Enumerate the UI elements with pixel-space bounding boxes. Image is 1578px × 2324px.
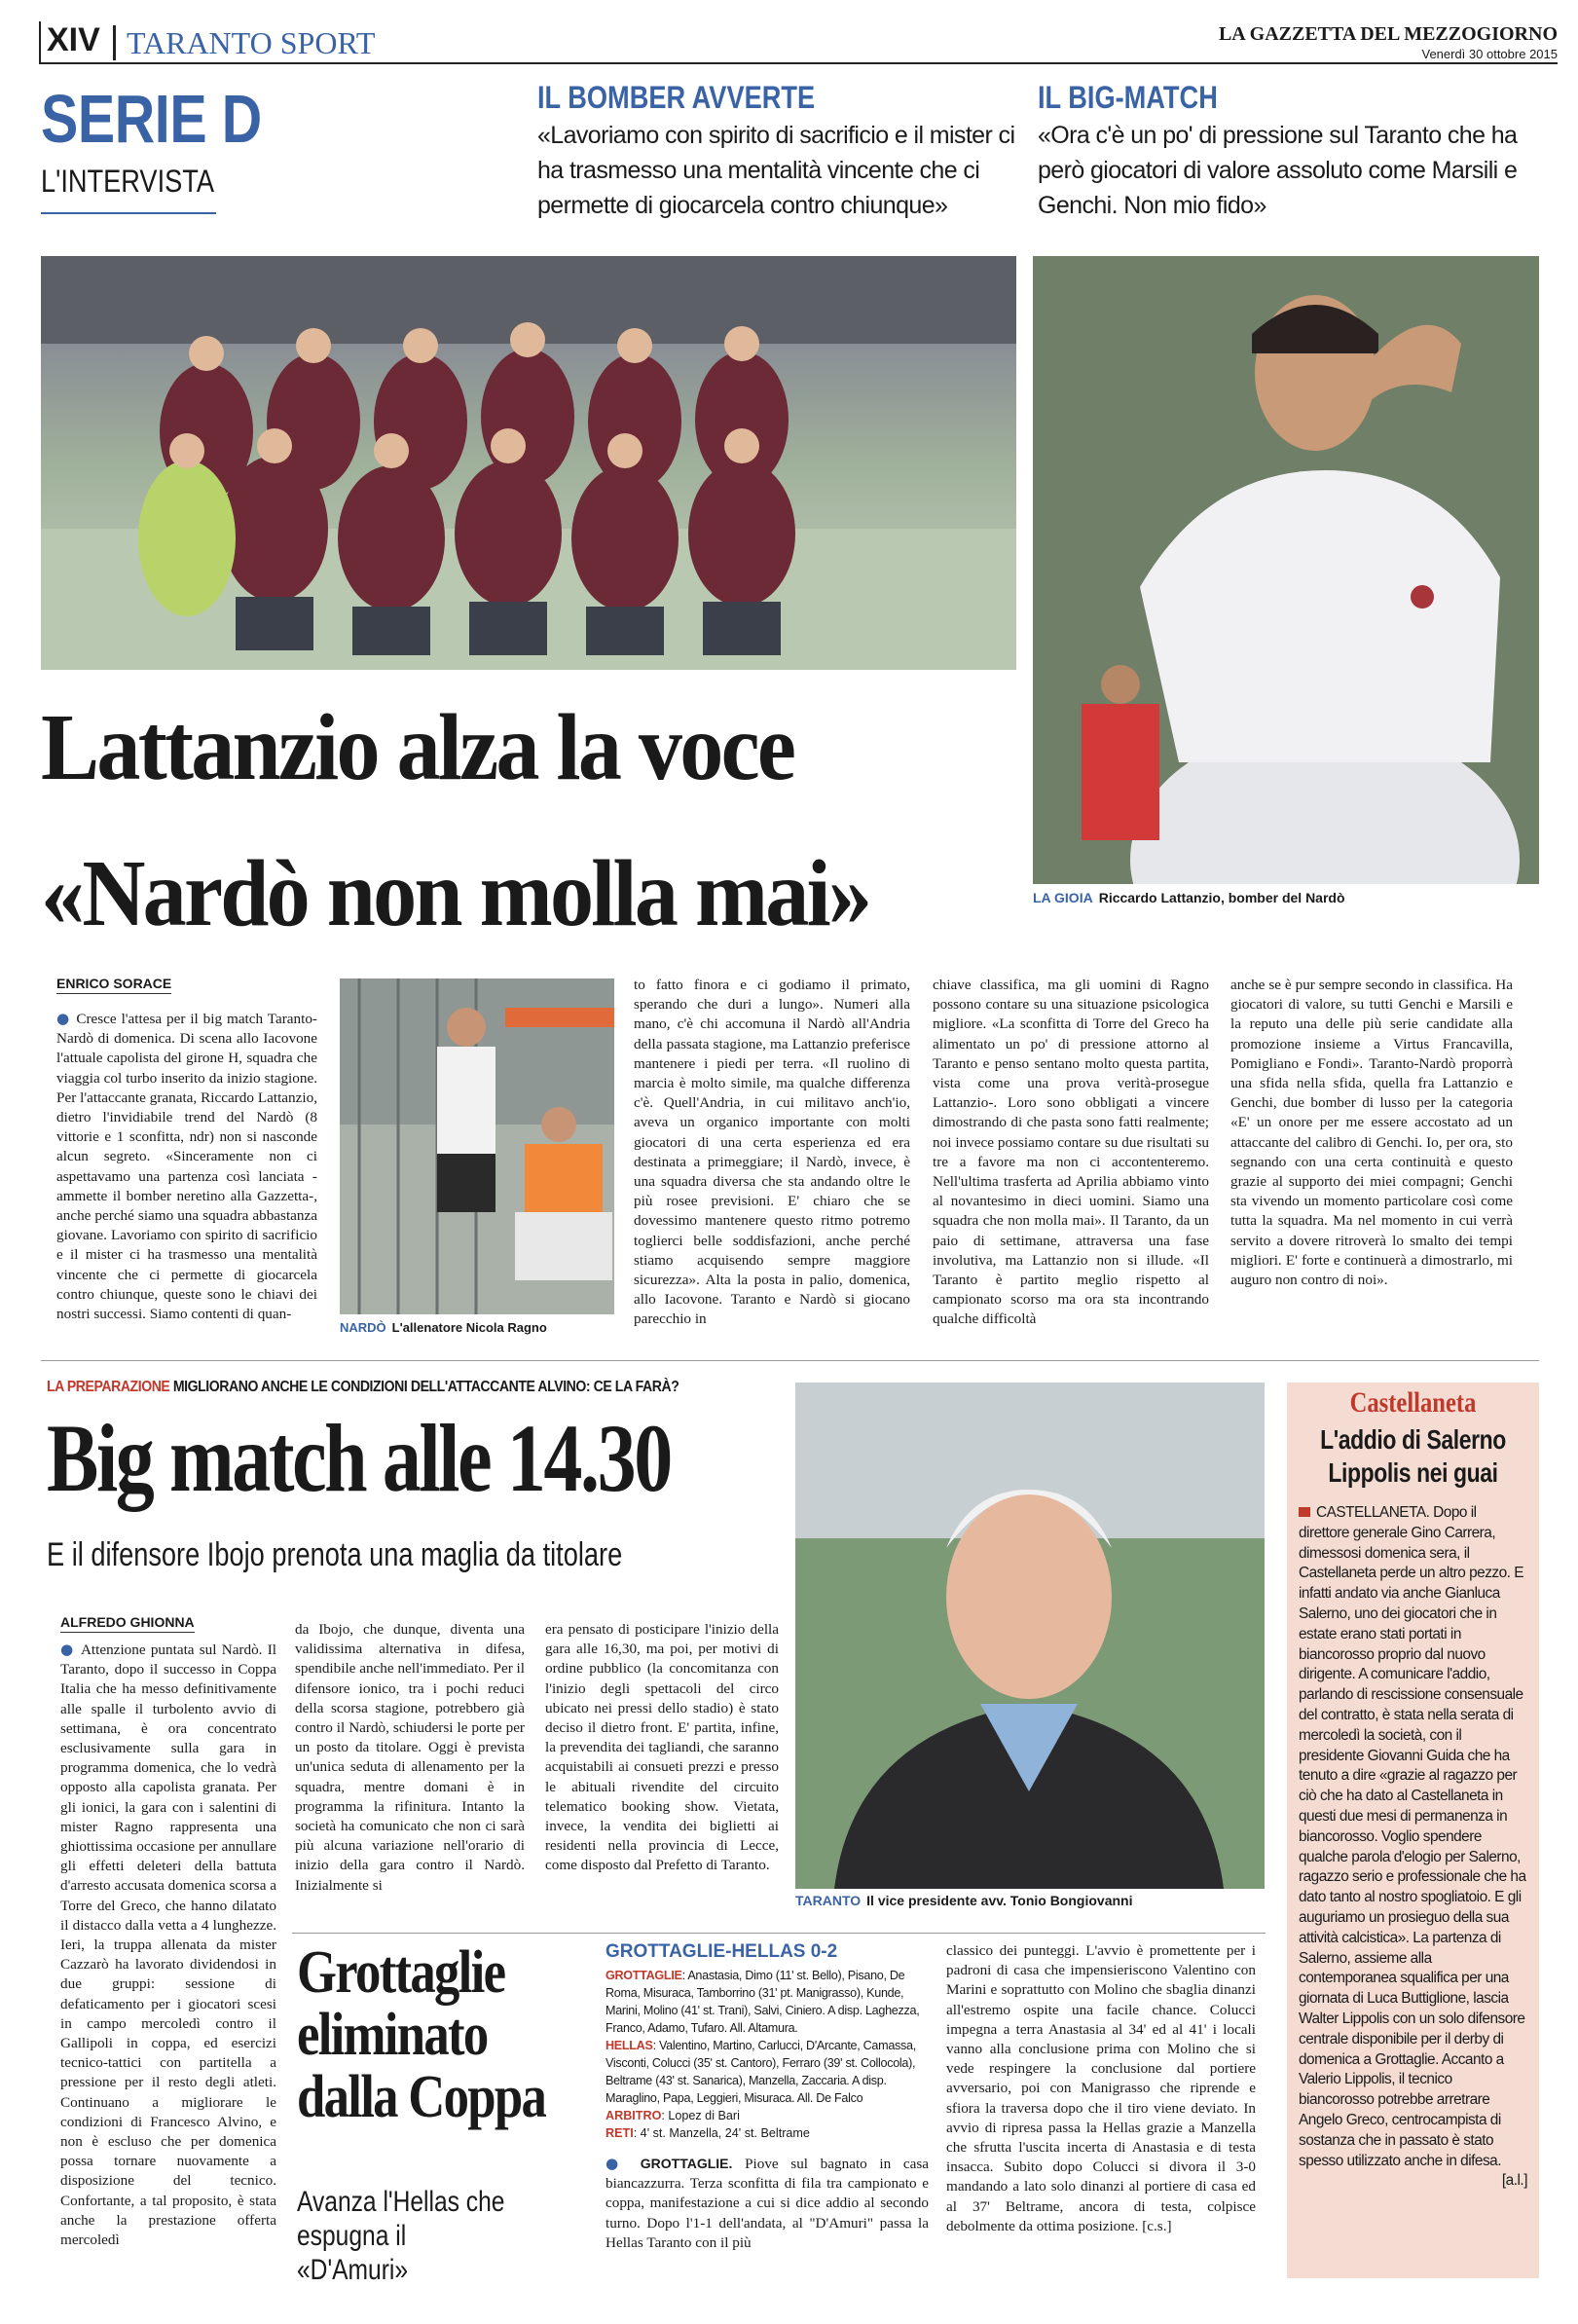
newspaper-name: LA GAZZETTA DEL MEZZOGIORNO [1218, 23, 1558, 45]
bullet-icon: ● [56, 1010, 77, 1027]
big-match-headline: Big match alle 14.30 [47, 1404, 671, 1512]
main-col-4: anche se è pur sempre secondo in classifica. Ha giocatori di valore, su tutti Genchi e Marsili e la reputo una delle più serie candidate alla promozione insieme a Virtus Francavilla, Pomigliano e Fondi». Taranto-Nardò proporrà una sfida nella sfida, quella fra Lattanzio e Genchi, due bomber di lusso per la categoria «E' un onore per me essere accostato ad un attaccante del calibro di Genchi. Io, per ora, sto segnando con una certa continuità e questo grazie al supporto dei miei compagni; Genchi sta vivendo un momento particolare così come tutta la squadra. Ma nel momento in cui verrà servito a dovere ritroverà lo smalto dei tempi migliori. E' forte e continuerà a dimostrarlo, mi auguro non contro di noi». [1230, 977, 1513, 1289]
referee-label: ARBITRO [606, 2109, 662, 2122]
quote-text: «Ora c'è un po' di pressione sul Taranto che ha però giocatori di valore assoluto come Marsili e Genchi. Non mio fido» [1038, 122, 1518, 219]
article-text: Attenzione puntata sul Nardò. Il Taranto, dopo il successo in Coppa Italia che ha messo definitivamente alle spalle il turbolento avvio di settimana, è ora concentrato esclusivamente sulla gara in programma domenica, che lo vedrà opposto alla capolista granata. Per gli ionici, la gara con i salentini di mister Ragno rappresenta una ghiottissima occasione per annullare gli effetti deleteri della battuta d'arresto accusata domenica scorsa a Torre del Greco, che hanno dilatato il distacco dalla vetta a 4 lunghezze. Ieri, la truppa allenata da mister Cazzarò ha lavorato dividendosi in due gruppi: sessione di defaticamento per i giocatori scesi in campo mercoledì contro il Gallipoli in coppa, ed esercizi tecnico-tattici con partitella a pressione per il resto degli atleti. Continuano a migliorare le condizioni di Francesco Alvino, e non è escluso che per domenica possa tornare nuovamente a disposizione del tecnico. Confortante, a tal proposito, è stata anche la prestazione offerta mercoledì [60, 1642, 276, 2249]
header-divider [113, 25, 116, 60]
quote-text: «Lavoriamo con spirito di sacrificio e il mister ci ha trasmesso una mentalità vincente che ci permette di giocarcela contro chiunque» [537, 122, 1015, 219]
goals-text: : 4' st. Manzella, 24' st. Beltrame [633, 2126, 810, 2140]
big-match-col-2: da Ibojo, che dunque, diventa una validissima alternativa in difesa, spendibile anche nell'immediato. Per il difensore ionico, tra i pochi reduci della scorsa stagione, potrebbero già contro il Nardò, schiudersi le porte per un posto da titolare. Oggi è prevista un'unica seduta di allenamento per la squadra, mentre domani è in programma la rifinitura. Intanto la società ha comunicato che non ci sarà più alcuna variazione nell'orario di inizio della gara contro il Nardò. Inizialmente si [295, 1621, 525, 1894]
big-match-subhead: E il difensore Ibojo prenota una maglia da titolare [47, 1536, 623, 1573]
player-photo [1033, 256, 1539, 884]
lineup-team-label: GROTTAGLIE [606, 1969, 682, 1982]
report-signature: [c.s.] [1142, 2217, 1172, 2234]
grottaglie-divider [292, 1933, 1266, 1934]
coach-photo [340, 978, 614, 1314]
lineup-grottaglie [606, 1967, 929, 2037]
caption-tag: NARDÒ [340, 1320, 386, 1335]
page-number: XIV [47, 21, 100, 58]
caption-text: Riccardo Lattanzio, bomber del Nardò [1098, 890, 1345, 905]
team-photo-illustration [41, 256, 1016, 670]
main-col-1 [56, 1009, 317, 1324]
kicker-rule [41, 212, 216, 214]
sidebar-body: CASTELLANETA. Dopo il direttore generale Gino Carrera, dimessosi domenica sera, il Castellaneta perde un altro pezzo. E infatti andato via anche Gianluca Salerno, uno dei giocatori che in estate erano stati portati in biancorosso proprio dal nuovo dirigente. A comunicare l'addio, parlando di rescissione consensuale del contratto, è stata nella serata di mercoledì la società, con il presidente Giovanni Guida che ha tenuto a dire «grazie al ragazzo per ciò che ha dato al Castellaneta in questi due mesi di permanenza in biancorosso. Voglio spendere qualche parola d'elogio per Salerno, ragazzo serio e professionale che ha dato tanto al nostro spogliatoio. E gli auguriamo un prosieguo della sua attività calcistica». La partenza di Salerno, assieme alla contemporanea squalifica per una giornata di Luca Buttiglione, lascia Walter Lippolis con un solo difensore centrale disponibile per il derby di domenica a Grottaglie. Accanto a Valerio Lippolis, il tecnico biancorosso potrebbe arretrare Angelo Greco, centrocampista di sostanza che in passato è stato spesso utilizzato anche in difesa. [1299, 1504, 1526, 2169]
big-match-kicker [47, 1379, 679, 1396]
lineup-team-label: HELLAS [606, 2039, 653, 2052]
vice-president-photo [795, 1383, 1265, 1889]
main-headline-1: Lattanzio alza la voce [41, 695, 794, 800]
page-header [39, 21, 1558, 64]
caption-tag: TARANTO [795, 1893, 862, 1908]
vice-president-caption [795, 1893, 1265, 1908]
vice-president-photo-illustration [795, 1383, 1265, 1889]
score-title: GROTTAGLIE-HELLAS 0-2 [606, 1941, 838, 1962]
player-photo-illustration [1033, 256, 1539, 884]
big-match-col-1 [60, 1640, 276, 2250]
grottaglie-report-2 [946, 1941, 1256, 2236]
coach-photo-illustration [340, 978, 614, 1314]
grottaglie-headline: Grottaglie eliminato dalla Coppa [297, 1939, 546, 2130]
sidebar-headline: L'addio di Salerno Lippolis nei guai [1320, 1424, 1506, 1488]
referee-text: : Lopez di Bari [661, 2109, 740, 2122]
sidebar-place: Castellaneta [1349, 1386, 1477, 1419]
kicker-text: MIGLIORANO ANCHE LE CONDIZIONI DELL'ATTACCANTE ALVINO: CE LA FARÀ? [172, 1379, 679, 1395]
kicker-tag: LA PREPARAZIONE [47, 1379, 170, 1395]
page-left-rule [39, 21, 41, 62]
author-name: ENRICO SORACE [56, 976, 171, 994]
goals-label: RETI [606, 2126, 634, 2140]
main-byline [56, 976, 171, 994]
referee-line [606, 2107, 929, 2124]
main-headline-2: «Nardò non molla mai» [41, 841, 870, 946]
lineup-text: : Anastasia, Dimo (11' st. Bello), Pisano, De Roma, Misuraca, Tamborrino (31' pt. Manigrasso), Kunde, Marini, Molino (41' st. Trani), Salvi, Ciniero. A disp. Laghezza, Franco, Adamo, Tufaro. All. Altamura. [606, 1969, 920, 2035]
quote-label: IL BOMBER AVVERTE [537, 80, 816, 115]
article-text: Cresce l'attesa per il big match Taranto-Nardò di domenica. Di scena allo Iacovone l'attuale capolista del girone H, squadra che viaggia col turbo inserito da inizio stagione. Per l'attaccante granata, Riccardo Lattanzio, dietro l'invidiabile trend del Nardò (8 vittorie e 1 sconfitta, ndr) non si nasconde alcun segreto. «Sinceramente non ci aspettavamo una partenza così lanciata -ammette il bomber neretino alla Gazzetta-, anche perché siamo una squadra abbastanza giovane. Lavoriamo con spirito di sacrificio e il mister ci ha trasmesso una mentalità vincente che ci permette di giocarcela contro chiunque, queste sono le chiavi dei nostri successi. Siamo contenti di quan- [56, 1011, 317, 1323]
report-text: classico dei punteggi. L'avvio è promettente per i padroni di casa che impensieriscono Valentino con Marini e soprattutto con Molino che sbaglia dinanzi all'estremo ospite una facile chance. Colucci impegna a terra Anastasia al 34' ed al 41' i locali vanno alla conclusione prima con Molino che si vede respingere la conclusione dal portiere avversario, poi con Manigrasso che riprende e sfiora la traversa dopo che il tiro viene deviato. In avvio di ripresa passa la Hellas grazie a Manzella che sfrutta l'uscita incerta di Anastasia e di testa insacca. Subito dopo Colucci si divora il 3-0 mandando a lato solo dinanzi al portiere di casa ed al 37' Beltrame, ancora di testa, colpisce debolmente da ottima posizione. [946, 1942, 1256, 2234]
caption-text: Il vice presidente avv. Tonio Bongiovanni [866, 1893, 1133, 1908]
sidebar-text [1299, 1503, 1527, 2192]
section-divider [41, 1360, 1539, 1361]
team-photo [41, 256, 1016, 670]
big-match-col-3: era pensato di posticipare l'inizio della gara alle 16,30, ma poi, per motivi di ordine pubblico (la concomitanza con l'inizio degli spettacoli del circo ubicato nei pressi dello stadio) è stato deciso il dietro front. E' partita, infine, la prevendita dei tagliandi, che saranno acquistabili ai consueti prezzi e presso le abituali rivendite del circuito telematico booking show. Vietata, invece, la vendita dei biglietti ai residenti nella provincia di Lecce, come disposto dal Prefetto di Taranto. [545, 1621, 779, 1874]
grottaglie-subhead: Avanza l'Hellas che espugna il «D'Amuri» [297, 2186, 505, 2286]
author-name: ALFREDO GHIONNA [60, 1614, 195, 1633]
report-lead: GROTTAGLIE. [640, 2156, 733, 2171]
issue-date: Venerdì 30 ottobre 2015 [1421, 47, 1558, 61]
series-label: SERIE D [41, 81, 262, 157]
quote-label: IL BIG-MATCH [1038, 80, 1218, 115]
castellaneta-sidebar [1287, 1383, 1539, 2278]
caption-text: L'allenatore Nicola Ragno [391, 1320, 547, 1335]
interview-kicker: L'INTERVISTA [41, 164, 215, 199]
lineup-hellas [606, 2037, 929, 2107]
coach-photo-caption [340, 1320, 614, 1335]
sidebar-marker-icon [1299, 1507, 1310, 1517]
sidebar-signature: [a.l.] [1501, 2172, 1527, 2190]
caption-tag: LA GIOIA [1033, 890, 1093, 905]
main-col-3: chiave classifica, ma gli uomini di Ragno possono contare su una situazione psicologica migliore. «La sconfitta di Torre del Greco ha alimentato un po' di pressione attorno al Taranto e penso sentano molto questa partita, vista come una prova verità-prosegue Lattanzio-. Loro sono obbligati a vincere dimostrando di che pasta sono fatti realmente; noi invece possiamo contare su due risultati su tre a favore ma non ci accontenteremo. Nell'ultima trasferta ad Aprilia abbiamo vinto al novantesimo in dieci uomini. Siamo una squadra che non molla mai». Il Taranto, da un paio di settimane, attraversa una fase involutiva, ma Lattanzio non si illude. «Il Taranto è partito meglio rispetto al campionato scorso ma ora sta incontrando qualche difficoltà [933, 977, 1209, 1328]
report-text: Piove sul bagnato in casa biancazzurra. Terza sconfitta di fila tra campionato e coppa, manifestazione a cui si dice addio al secondo turno. Dopo l'1-1 dell'andata, al "D'Amuri" passa la Hellas Taranto con il più [606, 2156, 929, 2251]
grottaglie-report-1 [606, 2154, 929, 2253]
bullet-icon: ● [606, 2155, 641, 2172]
goals-line [606, 2124, 929, 2142]
grottaglie-scorebox [606, 1941, 929, 2253]
main-col-2: to fatto finora e ci godiamo il primato, sperando che duri a lungo». Numeri alla mano, c'è chi accomuna il Nardò all'Andria della passata stagione, ma Lattanzio preferisce mantenere i piedi per terra. «Il ruolino di marcia è molto simile, ma qualche differenza c'è. Quell'Andria, in cui militavo anch'io, aveva un organico importante con molti giocatori di una certa esperienza ed era destinata a primeggiare; il Nardò, invece, è una squadra diversa che sta andando oltre le più rosee previsioni. E' chiaro che se dovessimo mantenere questo ritmo potremo toglierci belle soddisfazioni, anche perché stiamo acquisendo sempre maggiore sicurezza». Alta la posta in palio, domenica, allo Iacovone. Taranto e Nardò si giocano parecchio in [634, 977, 910, 1328]
section-name: TARANTO SPORT [127, 25, 376, 60]
quote-block-2 [1038, 80, 1524, 223]
quote-block-1 [537, 80, 1024, 223]
bullet-icon: ● [60, 1641, 81, 1658]
lineup-text: : Valentino, Martino, Carlucci, D'Arcante, Camassa, Visconti, Colucci (35' st. Cantoro), Ferraro (39' st. Collocola), Beltrame (43' st. Sanarica), Manzella, Zaccaria. A disp. Maraglino, Papa, Leggieri, Misuraca. All. De Falco [606, 2039, 916, 2105]
player-photo-caption [1033, 890, 1539, 905]
big-match-byline [60, 1614, 195, 1633]
